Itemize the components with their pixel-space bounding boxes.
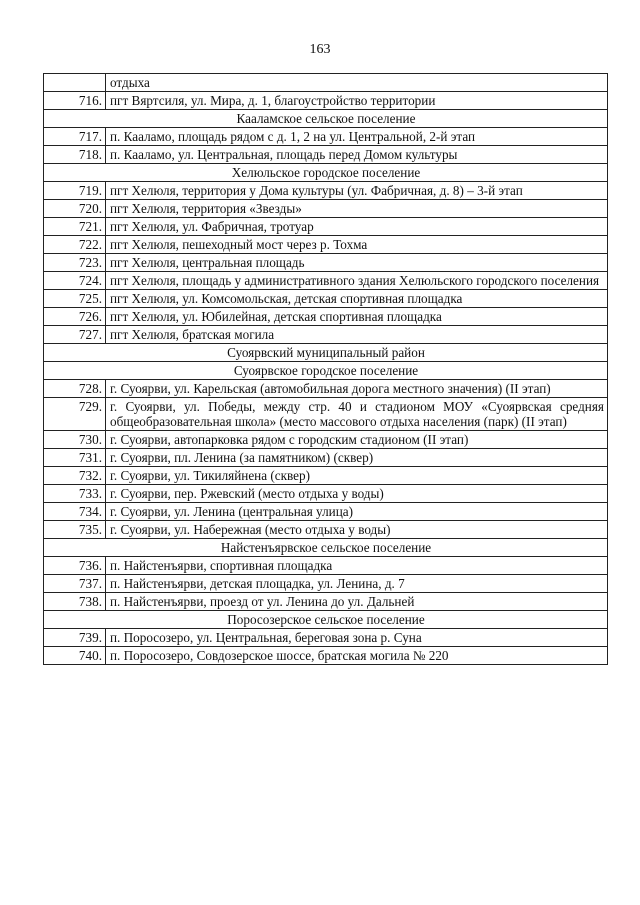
table-row [44,146,608,164]
row-number: 733. [44,485,106,503]
row-number: 735. [44,521,106,539]
row-number: 734. [44,503,106,521]
section-row [44,110,608,128]
row-description: пгт Хелюля, центральная площадь [106,254,608,272]
section-row [44,611,608,629]
row-number: 724. [44,272,106,290]
row-description: п. Кааламо, ул. Центральная, площадь перед Домом культуры [106,146,608,164]
row-description: г. Суоярви, ул. Тикиляйнена (сквер) [106,467,608,485]
table-row [44,290,608,308]
row-description: п. Поросозеро, ул. Центральная, береговая зона р. Суна [106,629,608,647]
row-description: пгт Хелюля, ул. Фабричная, тротуар [106,218,608,236]
row-number: 738. [44,593,106,611]
row-number: 719. [44,182,106,200]
page-number: 163 [309,42,331,57]
table-row [44,398,608,431]
row-number: 723. [44,254,106,272]
table-row [44,380,608,398]
table-row [44,74,608,92]
table-row [44,467,608,485]
row-number: 728. [44,380,106,398]
section-row [44,164,608,182]
row-description: пгт Вяртсиля, ул. Мира, д. 1, благоустройство территории [106,92,608,110]
row-description: п. Поросозеро, Совдозерское шоссе, братская могила № 220 [106,647,608,665]
table-row [44,236,608,254]
section-title: Суоярвский муниципальный район [44,344,608,362]
table-row [44,128,608,146]
row-description: пгт Хелюля, территория у Дома культуры (ул. Фабричная, д. 8) – 3-й этап [106,182,608,200]
locations-table [43,73,608,665]
table-row [44,449,608,467]
row-description: г. Суоярви, ул. Набережная (место отдыха у воды) [106,521,608,539]
row-number [44,74,106,92]
table-row [44,647,608,665]
table-row [44,503,608,521]
row-description: п. Найстенъярви, спортивная площадка [106,557,608,575]
row-number: 717. [44,128,106,146]
table-row [44,326,608,344]
table-row [44,629,608,647]
row-description: г. Суоярви, ул. Победы, между стр. 40 и стадионом МОУ «Суоярвская средняя общеобразовательная школа» (место массового отдыха населения (парк) (II этап) [106,398,608,431]
row-number: 725. [44,290,106,308]
table-row [44,431,608,449]
table-row [44,254,608,272]
row-number: 737. [44,575,106,593]
section-row [44,362,608,380]
row-number: 716. [44,92,106,110]
section-row [44,539,608,557]
row-number: 736. [44,557,106,575]
table-row [44,308,608,326]
table-row [44,557,608,575]
row-number: 727. [44,326,106,344]
row-number: 720. [44,200,106,218]
table-row [44,485,608,503]
row-description: пгт Хелюля, ул. Юбилейная, детская спортивная площадка [106,308,608,326]
table-row [44,218,608,236]
row-description: пгт Хелюля, ул. Комсомольская, детская спортивная площадка [106,290,608,308]
row-number: 721. [44,218,106,236]
table-row [44,92,608,110]
row-number: 740. [44,647,106,665]
row-description: пгт Хелюля, братская могила [106,326,608,344]
row-number: 739. [44,629,106,647]
row-description: пгт Хелюля, пешеходный мост через р. Тохма [106,236,608,254]
section-title: Найстенъярвское сельское поселение [44,539,608,557]
row-description: п. Найстенъярви, детская площадка, ул. Ленина, д. 7 [106,575,608,593]
row-description: пгт Хелюля, территория «Звезды» [106,200,608,218]
section-title: Суоярвское городское поселение [44,362,608,380]
row-number: 730. [44,431,106,449]
row-number: 729. [44,398,106,431]
section-title: Хелюльское городское поселение [44,164,608,182]
row-description: п. Кааламо, площадь рядом с д. 1, 2 на ул. Центральной, 2-й этап [106,128,608,146]
row-number: 731. [44,449,106,467]
table-row [44,200,608,218]
table-body [44,74,608,665]
row-description: г. Суоярви, ул. Ленина (центральная улица) [106,503,608,521]
row-description: пгт Хелюля, площадь у административного здания Хелюльского городского поселения [106,272,608,290]
section-row [44,344,608,362]
row-number: 718. [44,146,106,164]
row-number: 726. [44,308,106,326]
row-number: 732. [44,467,106,485]
row-number: 722. [44,236,106,254]
table-row [44,521,608,539]
table-row [44,182,608,200]
row-description: г. Суоярви, автопарковка рядом с городским стадионом (II этап) [106,431,608,449]
section-title: Кааламское сельское поселение [44,110,608,128]
row-description: п. Найстенъярви, проезд от ул. Ленина до ул. Дальней [106,593,608,611]
row-description: г. Суоярви, ул. Карельская (автомобильная дорога местного значения) (II этап) [106,380,608,398]
row-description: г. Суоярви, пер. Ржевский (место отдыха у воды) [106,485,608,503]
table-row [44,593,608,611]
section-title: Поросозерское сельское поселение [44,611,608,629]
table-row [44,272,608,290]
row-description: отдыха [106,74,608,92]
table-row [44,575,608,593]
row-description: г. Суоярви, пл. Ленина (за памятником) (сквер) [106,449,608,467]
